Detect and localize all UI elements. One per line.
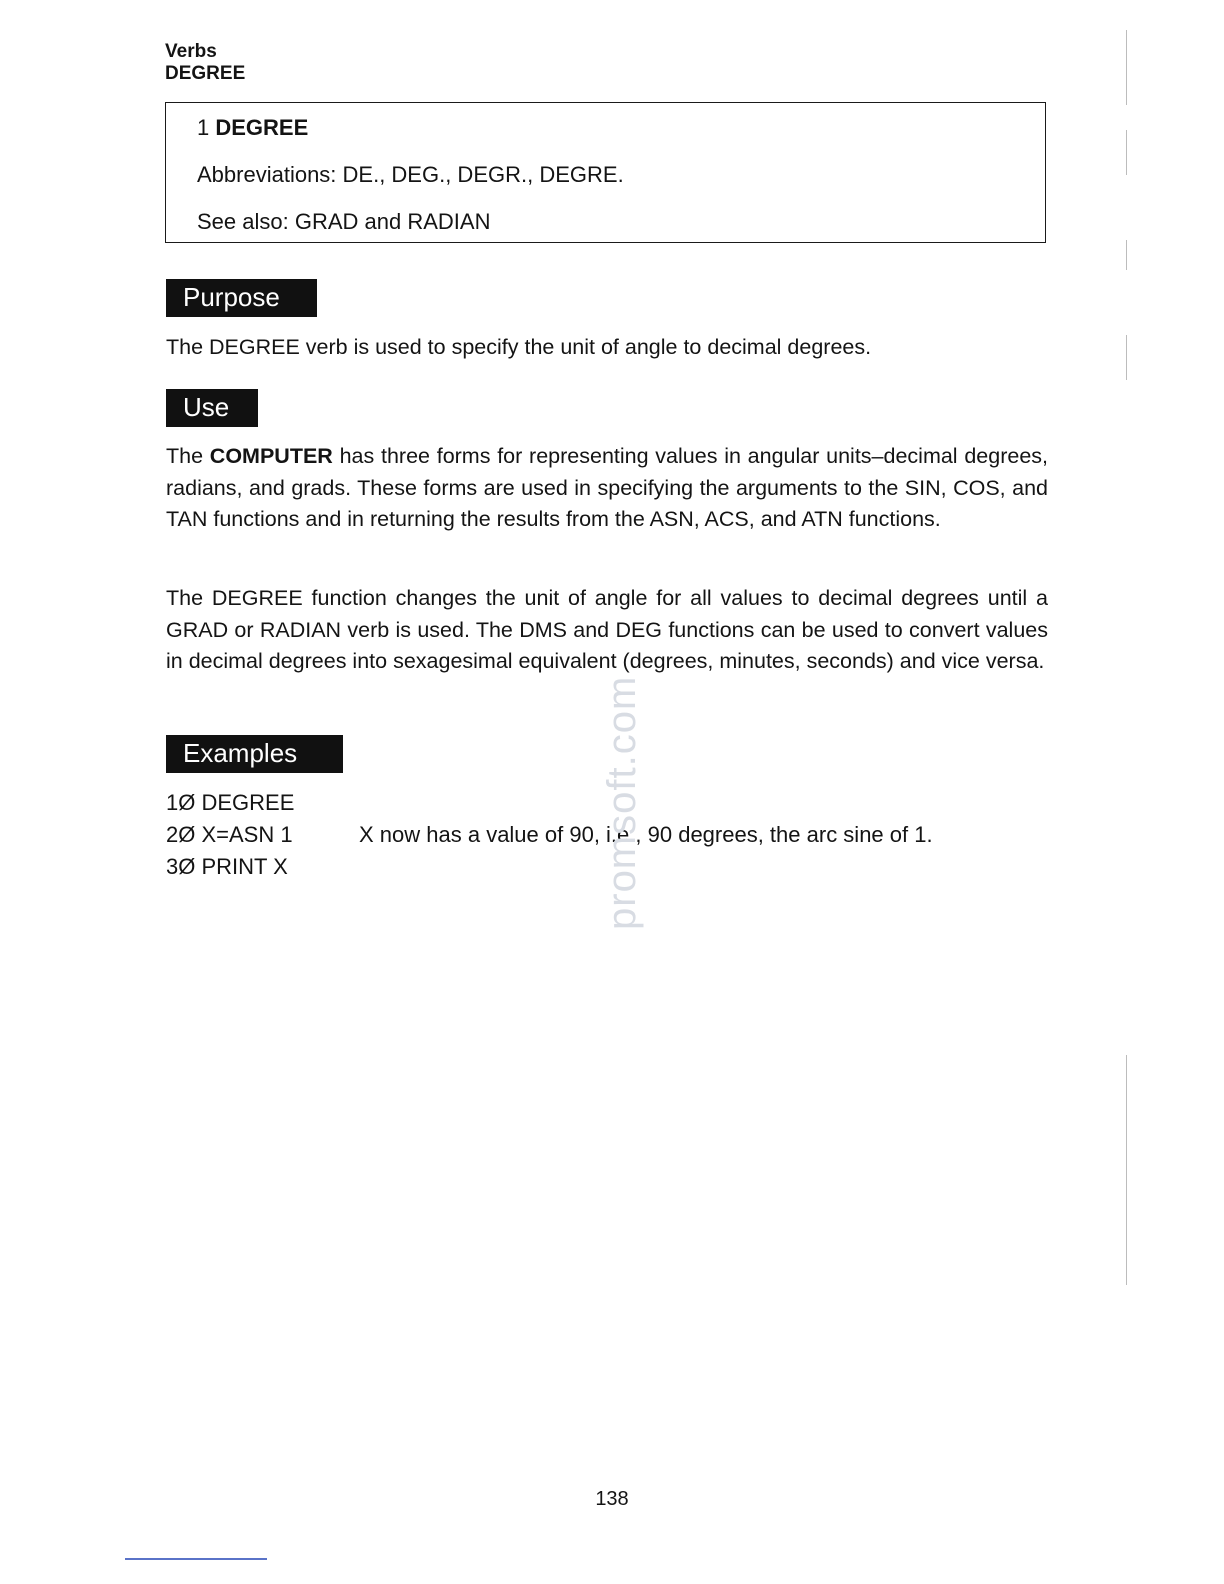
scan-edge-mark [1126,335,1127,380]
example-comment: X now has a value of 90, i.e., 90 degrees, the arc sine of 1. [359,822,933,847]
example-code: 3Ø PRINT X [166,854,288,879]
use-heading: Use [166,389,258,427]
header-section: Verbs [165,41,217,62]
scan-edge-mark [1126,130,1127,175]
running-header [165,41,245,85]
use-paragraph-2: The DEGREE function changes the unit of angle for all values to decimal degrees until a GRAD or RADIAN verb is used. The DMS and DEG functions can be used to convert values in decimal degrees into sexagesimal equivalent (degrees, minutes, seconds) and vice versa. [166,586,1048,673]
computer-term: COMPUTER [209,444,333,468]
use-p1-lead: The [166,444,210,468]
syntax-box [165,102,1046,243]
example-code: 1Ø DEGREE [166,790,295,815]
abbreviations-line: Abbreviations: DE., DEG., DEGR., DEGRE. [197,162,624,187]
header-topic: DEGREE [165,63,246,84]
example-code: 2Ø X=ASN 1 [166,822,293,847]
scan-edge-mark [1126,30,1127,105]
use-p1-rest: has three forms for representing values in angular units–decimal degrees, radians, and grads. These forms are used in specifying the arguments to the SIN, COS, and TAN functions and in returning the results from the ASN, ACS, and ATN functions. [166,444,1048,531]
syntax-statement [197,115,308,141]
syntax-line-number: 1 [197,115,210,140]
watermark: promsoft.com [600,675,644,930]
scan-edge-mark [1126,1055,1127,1285]
see-also-line: See also: GRAD and RADIAN [197,209,491,234]
footer-rule [125,1558,267,1560]
syntax-keyword: DEGREE [215,115,309,140]
purpose-heading: Purpose [166,279,317,317]
purpose-text: The DEGREE verb is used to specify the unit of angle to decimal degrees. [166,335,872,359]
examples-heading: Examples [166,735,343,773]
scan-edge-mark [1126,240,1127,270]
use-paragraph-1 [166,441,1048,536]
page-number: 138 [595,1488,629,1510]
